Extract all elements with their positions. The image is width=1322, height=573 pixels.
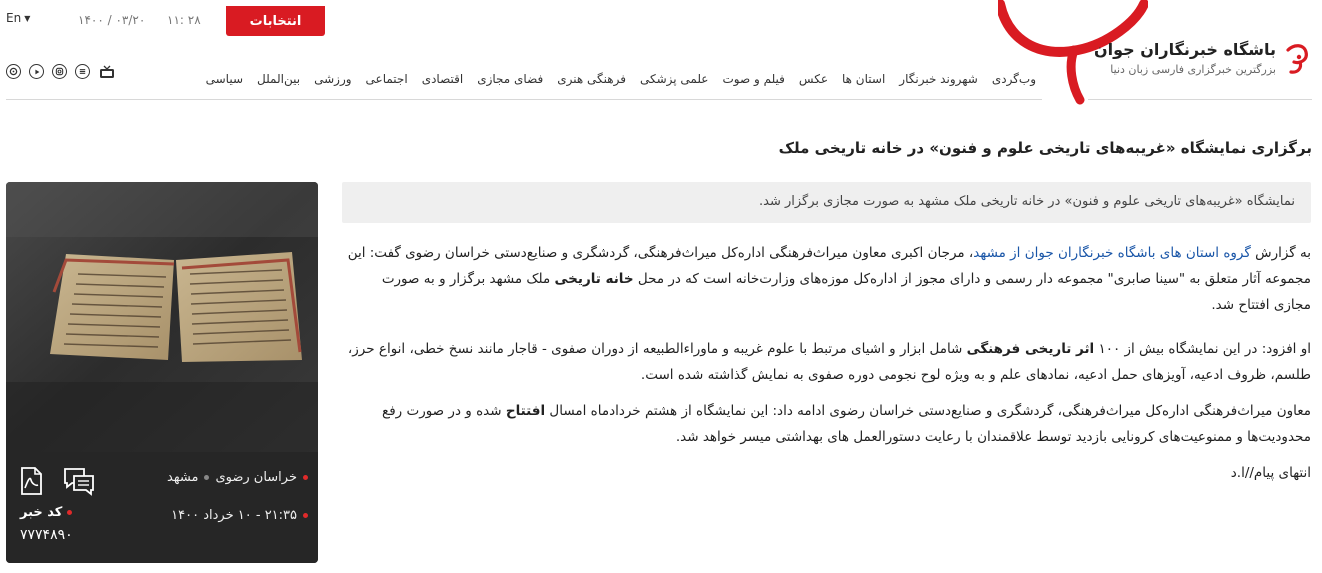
news-code-value: ۷۷۷۴۸۹۰ <box>20 527 73 543</box>
nav-item-web-browsing[interactable]: وب‌گردی <box>991 72 1036 86</box>
caret-down-icon: ▼ <box>24 13 31 23</box>
separator-dot-icon <box>204 475 209 480</box>
text-span: شامل ابزار و اشیای مرتبط با علوم غریبه و ماوراءالطبیعه از دوران صفوی - قاجار مانند نسخ خطی، انواع حرز، طلسم، ظروف ادعیه، آویزهای حمل ادعیه، نمادهای علم و به ویژه لوح نجومی دوره صفوی به نمایش گذاشته شده است. <box>347 341 1311 383</box>
nav-item-culture-art[interactable]: فرهنگی هنری <box>557 72 626 86</box>
text-span: معاون میراث‌فرهنگی اداره‌کل میراث‌فرهنگی، گردشگری و صنایع‌دستی خراسان رضوی ادامه داد: این نمایشگاه از هشتم خردادماه امسال <box>545 403 1311 419</box>
main-nav <box>206 72 1036 86</box>
nav-item-sports[interactable]: ورزشی <box>314 72 352 86</box>
tv-icon[interactable] <box>98 64 116 79</box>
article-body <box>342 240 1311 486</box>
play-icon[interactable] <box>29 64 44 79</box>
bullet-icon <box>67 510 72 515</box>
brand-mark-icon <box>1282 40 1312 76</box>
keyword-link[interactable]: خانه تاریخی <box>554 271 634 287</box>
elections-button[interactable]: انتخابات <box>226 6 325 36</box>
instagram-icon[interactable] <box>52 64 67 79</box>
social-links <box>6 64 116 79</box>
nav-item-photo[interactable]: عکس <box>798 72 828 86</box>
keyword-link[interactable]: اثر تاریخی فرهنگی <box>966 341 1095 357</box>
datetime-row <box>171 508 308 523</box>
brand-logo[interactable] <box>1094 40 1312 76</box>
article-lead: نمایشگاه «غریبه‌های تاریخی علوم و فنون» در خانه تاریخی ملک مشهد به صورت مجازی برگزار شد. <box>342 182 1311 223</box>
current-date: ۱۴۰۰ / ۰۳/۲۰ <box>78 13 146 27</box>
media-card <box>6 182 318 563</box>
brand-tagline: بزرگترین خبرگزاری فارسی زبان دنیا <box>1110 63 1276 76</box>
news-code-label-row <box>20 505 72 520</box>
news-code-label: کد خبر <box>20 505 63 520</box>
article-paragraph <box>342 398 1311 450</box>
language-switcher[interactable] <box>6 11 30 25</box>
city-label[interactable]: مشهد <box>167 470 199 485</box>
nav-item-politics[interactable]: سیاسی <box>205 72 243 86</box>
bullet-icon <box>303 513 308 518</box>
aparat-icon[interactable] <box>6 64 21 79</box>
nav-item-cyberspace[interactable]: فضای مجازی <box>477 72 544 86</box>
nav-item-video-audio[interactable]: فیلم و صوت <box>722 72 785 86</box>
nav-item-provinces[interactable]: استان ها <box>842 72 886 86</box>
header-divider <box>6 99 1042 100</box>
pdf-icon[interactable] <box>16 466 46 496</box>
article-headline: برگزاری نمایشگاه «غریبه‌های تاریخی علوم و فنون» در خانه تاریخی ملک <box>778 139 1312 157</box>
nav-item-economy[interactable]: اقتصادی <box>421 72 464 86</box>
brand-name: باشگاه خبرنگاران جوان <box>1093 40 1276 59</box>
article-photo[interactable] <box>6 182 318 452</box>
nav-item-international[interactable]: بین‌الملل <box>257 72 301 86</box>
bullet-icon <box>303 475 308 480</box>
text-span: ، مرجان اکبری معاون میراث‌فرهنگی اداره‌کل میراث‌فرهنگی، گردشگری و صنایع‌دستی خراسان رضوی گفت: این مجموعه آثار متعلق به "سینا صابری" مجموعه دار رسمی و دارای مجوز از اداره‌کل موزه‌های وزارت‌خانه است که در محل <box>347 245 1311 287</box>
province-label[interactable]: خراسان رضوی <box>215 470 297 485</box>
source-link[interactable]: گروه استان های باشگاه خبرنگاران جوان از مشهد <box>973 245 1251 261</box>
text-span: او افزود: در این نمایشگاه بیش از ۱۰۰ <box>1094 341 1311 357</box>
keyword-link[interactable]: افتتاح <box>505 403 546 419</box>
text-span: شده و در صورت رفع محدودیت‌ها و ممنوعیت‌های کرونایی بازدید توسط علاقمندان با رعایت دستورالعمل های بهداشتی میسر خواهد شد. <box>382 403 1311 445</box>
article-end-note: انتهای پیام//ا.د <box>1230 465 1311 481</box>
text-span: به گزارش <box>1250 245 1311 261</box>
language-label: En <box>6 11 22 25</box>
location-row <box>167 470 308 485</box>
current-time: ۱۱: ۲۸ <box>167 13 201 27</box>
article-paragraph <box>342 336 1311 388</box>
publish-datetime: ۲۱:۳۵ - ۱۰ خرداد ۱۴۰۰ <box>171 508 297 523</box>
nav-item-social[interactable]: اجتماعی <box>365 72 408 86</box>
article-paragraph <box>342 240 1311 318</box>
text-span: ملک مشهد برگزار و به صورت مجازی افتتاح شد. <box>381 271 1311 313</box>
telegram-icon[interactable] <box>75 64 90 79</box>
nav-item-science-medical[interactable]: علمی پزشکی <box>639 72 709 86</box>
header-divider-right <box>1088 99 1312 100</box>
comment-icon[interactable] <box>62 466 96 496</box>
nav-item-citizen-reporter[interactable]: شهروند خبرنگار <box>899 72 978 86</box>
